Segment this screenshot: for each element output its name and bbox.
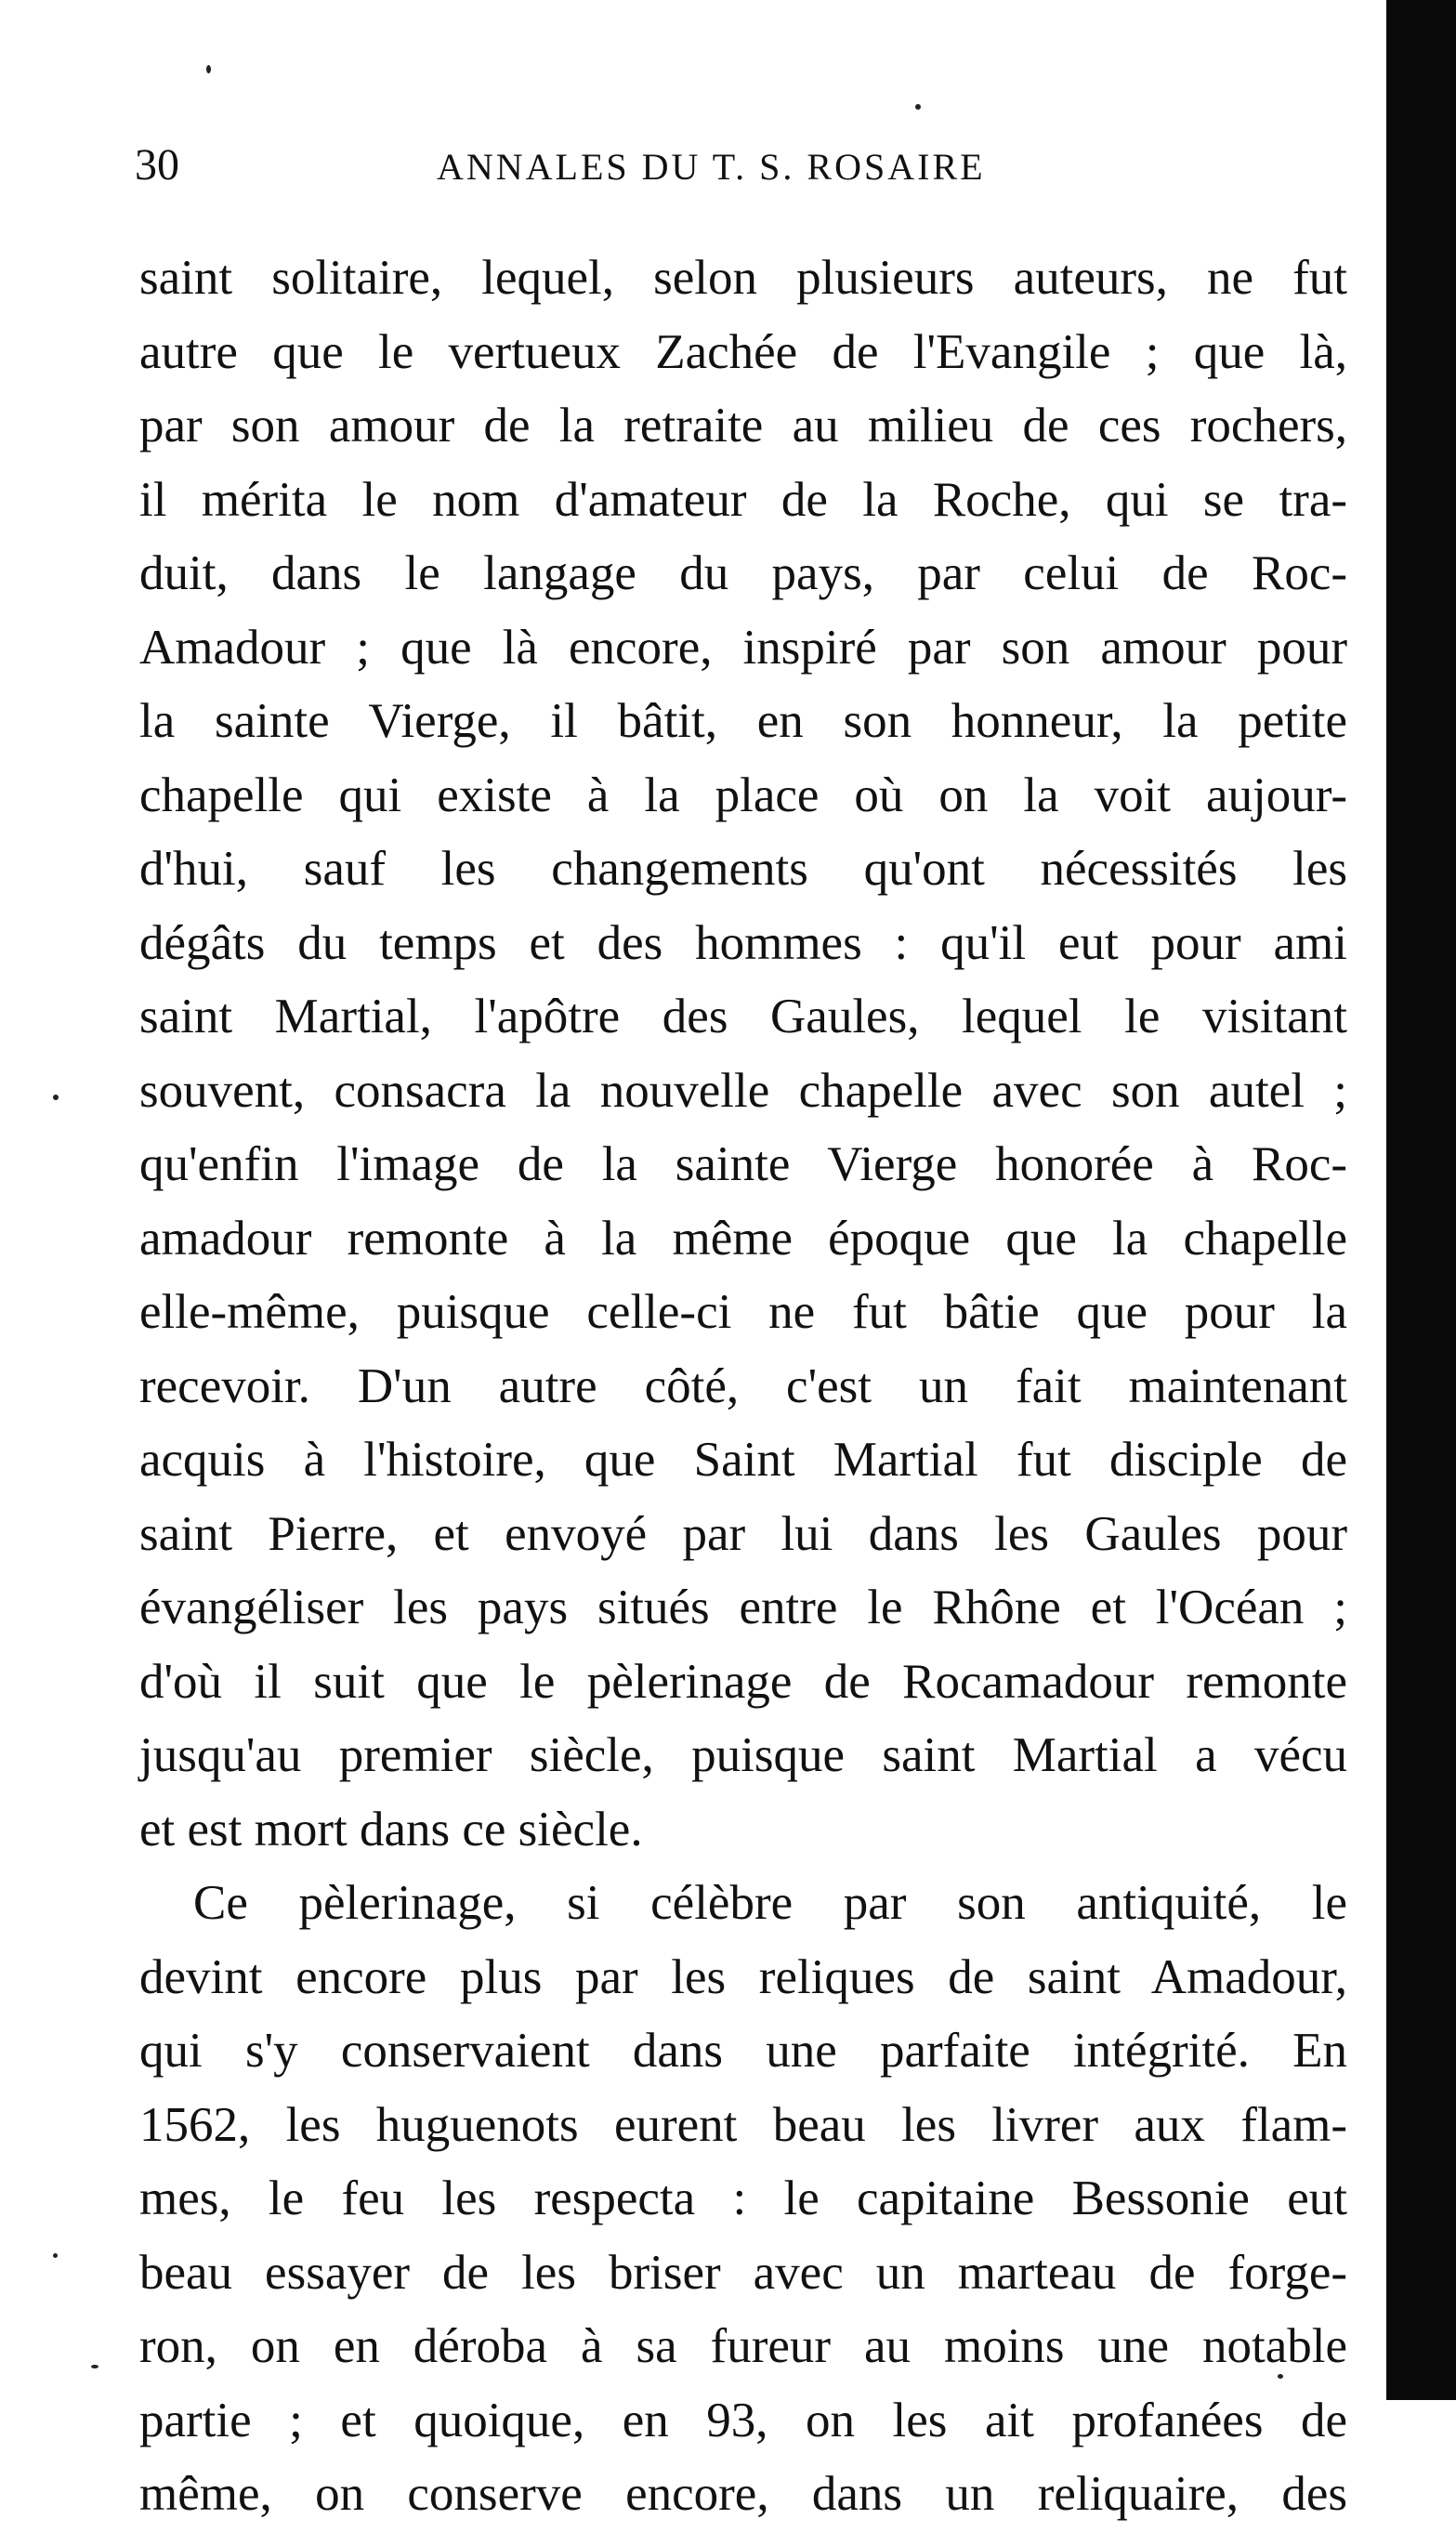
page-header <box>135 139 1352 204</box>
binding-shadow <box>1386 0 1456 2400</box>
text-line: il mérita le nom d'amateur de la Roche, qui se tra- <box>139 472 1347 527</box>
text-line: qu'enfin l'image de la sainte Vierge honorée à Roc- <box>139 1137 1347 1191</box>
scan-speck <box>53 1095 59 1100</box>
text-line: la sainte Vierge, il bâtit, en son honneur, la petite <box>139 694 1347 748</box>
text-line: dégâts du temps et des hommes : qu'il eut pour ami <box>139 915 1347 970</box>
text-line: partie ; et quoique, en 93, on les ait profanées de <box>139 2393 1347 2447</box>
text-line: saint Pierre, et envoyé par lui dans les Gaules pour <box>139 1506 1347 1561</box>
text-line: par son amour de la retraite au milieu de ces rochers, <box>139 399 1347 453</box>
text-line: autre que le vertueux Zachée de l'Evangile ; que là, <box>139 324 1347 379</box>
text-line: chapelle qui existe à la place où on la voit aujour- <box>139 767 1347 822</box>
text-line: jusqu'au premier siècle, puisque saint Martial a vécu <box>139 1728 1347 1782</box>
scan-speck <box>53 2253 58 2258</box>
running-title: ANNALES DU T. S. ROSAIRE <box>437 146 986 188</box>
text-line: 1562, les huguenots eurent beau les livrer aux flam- <box>139 2097 1347 2152</box>
text-line: évangéliser les pays situés entre le Rhône et l'Océan ; <box>139 1581 1347 1634</box>
text-line: et est mort dans ce siècle. <box>139 1802 643 1856</box>
text-line: mes, le feu les respecta : le capitaine Bessonie eut <box>139 2171 1347 2225</box>
scan-speck <box>91 2365 98 2368</box>
text-line: duit, dans le langage du pays, par celui de Roc- <box>139 546 1347 600</box>
text-line: qui s'y conservaient dans une parfaite intégrité. En <box>139 2024 1347 2078</box>
text-line: d'hui, sauf les changements qu'ont nécessités les <box>139 842 1347 896</box>
text-line: ron, on en déroba à sa fureur au moins une notable <box>139 2319 1347 2373</box>
scan-speck <box>206 65 211 73</box>
text-line: devint encore plus par les reliques de saint Amadour, <box>139 1949 1347 2004</box>
page-number: 30 <box>135 140 179 190</box>
text-line: Ce pèlerinage, si célèbre par son antiquité, le <box>193 1876 1347 1930</box>
text-line: amadour remonte à la même époque que la chapelle <box>139 1211 1347 1266</box>
text-line: saint Martial, l'apôtre des Gaules, lequel le visitant <box>139 990 1347 1043</box>
text-line: d'où il suit que le pèlerinage de Rocamadour remonte <box>139 1654 1347 1709</box>
body-text <box>139 242 1347 2532</box>
text-line: souvent, consacra la nouvelle chapelle avec son autel ; <box>139 1063 1347 1118</box>
text-line: recevoir. D'un autre côté, c'est un fait maintenant <box>139 1358 1347 1413</box>
text-line: saint solitaire, lequel, selon plusieurs auteurs, ne fut <box>139 251 1347 305</box>
text-line: elle-même, puisque celle-ci ne fut bâtie que pour la <box>139 1285 1347 1339</box>
scan-speck <box>1278 2374 1283 2379</box>
text-line: beau essayer de les briser avec un marteau de forge- <box>139 2245 1347 2300</box>
text-line: acquis à l'histoire, que Saint Martial fut disciple de <box>139 1433 1347 1487</box>
scan-speck <box>915 104 921 110</box>
text-line: même, on conserve encore, dans un reliquaire, des <box>139 2467 1347 2521</box>
text-line: Amadour ; que là encore, inspiré par son amour pour <box>139 620 1347 675</box>
